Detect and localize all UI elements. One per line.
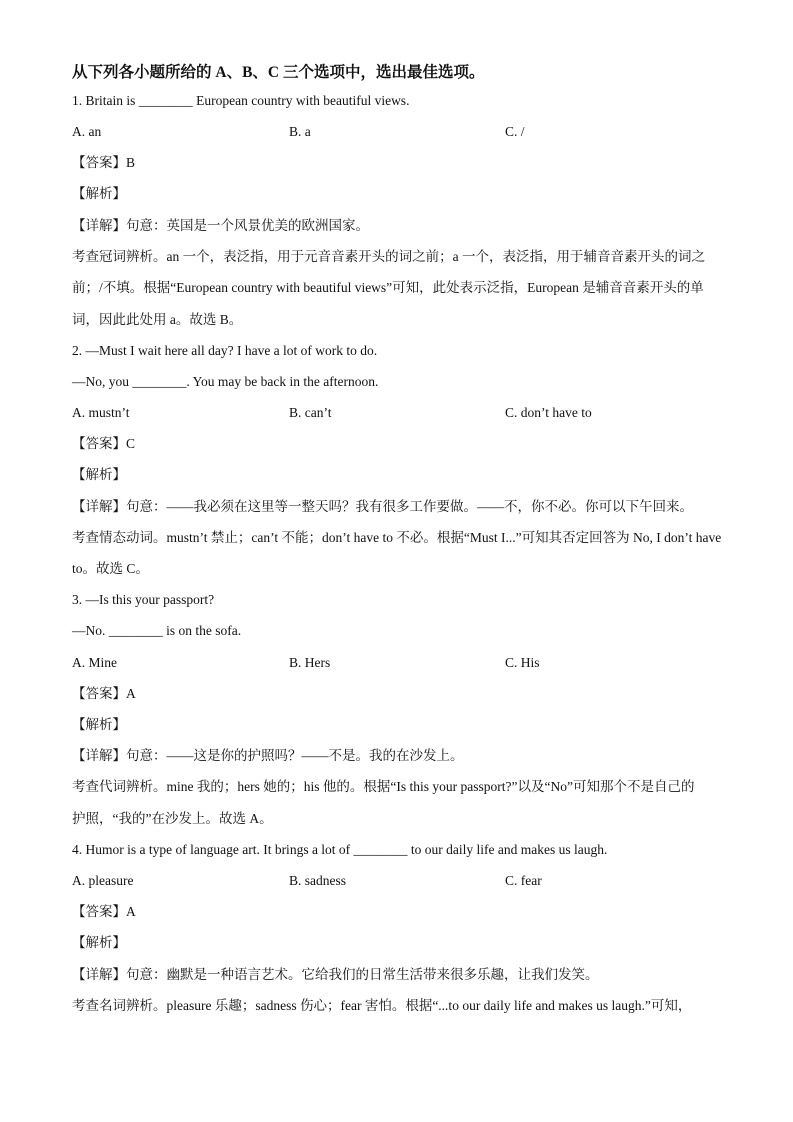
question-4-analysis-label: 【解析】 (72, 935, 126, 950)
question-2-stem: —No, you ________. You may be back in the afternoon. (72, 374, 379, 389)
question-4-option-b: B. sadness (289, 873, 346, 888)
question-4-option-a: A. pleasure (72, 873, 134, 888)
question-3-option-b: B. Hers (289, 655, 331, 670)
question-1-option-a: A. an (72, 124, 102, 139)
question-3-explanation-line: 考查代词辨析。mine 我的；hers 她的；his 他的。根据“Is this your passport?”以及“No”可知那个不是自己的 (72, 779, 695, 794)
question-2-option-a: A. mustn’t (72, 405, 130, 420)
question-3-option-a: A. Mine (72, 655, 117, 670)
question-3-option-c: C. His (505, 655, 540, 670)
question-1-explanation-line: 前；/不填。根据“European country with beautiful views”可知，此处表示泛指，European 是辅音音素开头的单 (72, 280, 704, 295)
question-2-analysis-label: 【解析】 (72, 467, 126, 482)
question-4-detail: 【详解】句意：幽默是一种语言艺术。它给我们的日常生活带来很多乐趣，让我们发笑。 (72, 967, 599, 982)
question-1-option-c: C. / (505, 124, 525, 139)
question-3-stem: —No. ________ is on the sofa. (72, 623, 242, 638)
question-1-explanation-line: 词，因此此处用 a。故选 B。 (72, 312, 243, 327)
question-2-option-c: C. don’t have to (505, 405, 592, 420)
question-1-explanation-line: 考查冠词辨析。an 一个，表泛指，用于元音音素开头的词之前；a 一个，表泛指，用于辅音音素开头的词之 (72, 249, 705, 264)
question-2-detail: 【详解】句意：——我必须在这里等一整天吗？我有很多工作要做。——不，你不必。你可以下午回来。 (72, 499, 693, 514)
question-1-analysis-label: 【解析】 (72, 186, 126, 201)
question-1-option-b: B. a (289, 124, 311, 139)
question-3-answer: 【答案】A (72, 686, 136, 701)
question-2-answer: 【答案】C (72, 436, 136, 451)
question-2-explanation-line: to。故选 C。 (72, 561, 149, 576)
question-3-explanation-line: 护照，“我的”在沙发上。故选 A。 (72, 811, 273, 826)
question-3-stem: 3. —Is this your passport? (72, 592, 215, 607)
question-2-explanation-line: 考查情态动词。mustn’t 禁止；can’t 不能；don’t have to 不必。根据“Must I...”可知其否定回答为 No, I don’t have (72, 530, 722, 545)
question-2-stem: 2. —Must I wait here all day? I have a lot of work to do. (72, 343, 378, 358)
question-4-stem: 4. Humor is a type of language art. It brings a lot of ________ to our daily life and makes us laugh. (72, 842, 608, 857)
question-4-explanation-line: 考查名词辨析。pleasure 乐趣；sadness 伤心；fear 害怕。根据“...to our daily life and makes us laugh.”可知， (72, 998, 692, 1013)
question-1-answer: 【答案】B (72, 155, 136, 170)
question-4-answer: 【答案】A (72, 904, 136, 919)
question-1-detail: 【详解】句意：英国是一个风景优美的欧洲国家。 (72, 218, 369, 233)
question-4-option-c: C. fear (505, 873, 542, 888)
section-heading: 从下列各小题所给的 A、B、C 三个选项中，选出最佳选项。 (72, 64, 485, 81)
question-2-option-b: B. can’t (289, 405, 332, 420)
question-1-stem: 1. Britain is ________ European country with beautiful views. (72, 93, 410, 108)
question-3-analysis-label: 【解析】 (72, 717, 126, 732)
question-3-detail: 【详解】句意：——这是你的护照吗？——不是。我的在沙发上。 (72, 748, 464, 763)
